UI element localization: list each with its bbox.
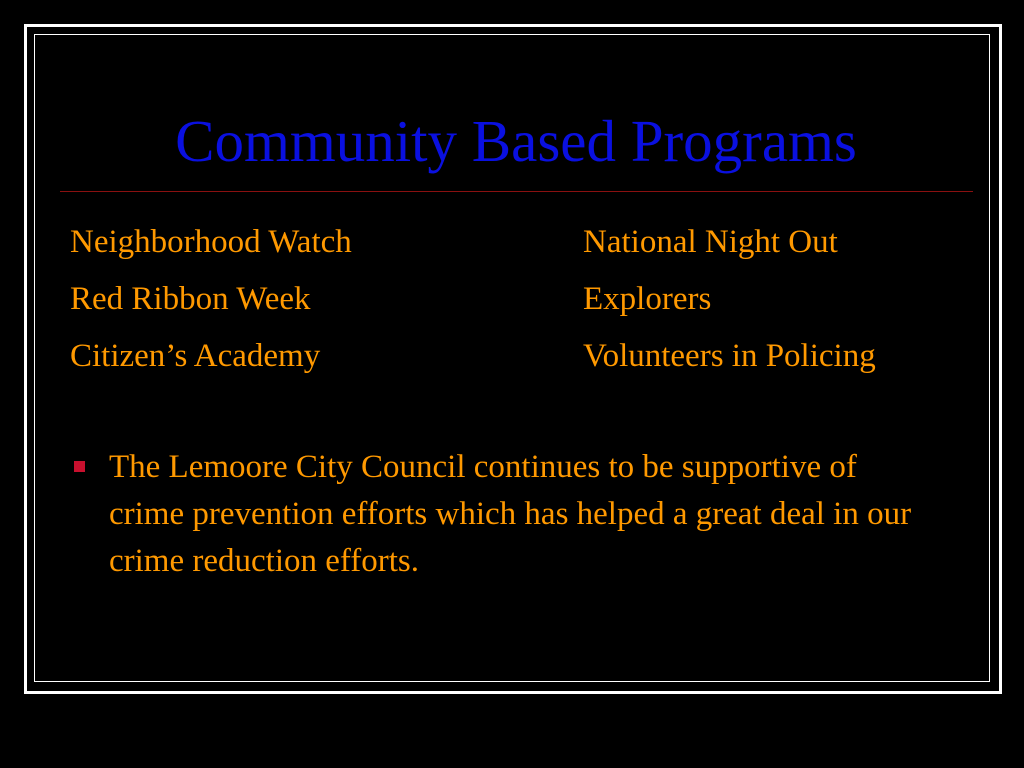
program-item: Neighborhood Watch — [70, 224, 352, 260]
programs-list-left — [70, 214, 352, 385]
bullet-text: The Lemoore City Council continues to be supportive of crime prevention efforts which has helped a great deal in our crime reduction efforts. — [109, 449, 912, 579]
program-item: Citizen’s Academy — [70, 338, 321, 374]
program-item: Explorers — [583, 281, 712, 317]
programs-list-right — [583, 214, 876, 385]
program-item: Volunteers in Policing — [583, 338, 876, 374]
title-divider — [60, 191, 973, 192]
slide-title: Community Based Programs — [175, 108, 857, 174]
program-item: National Night Out — [583, 224, 838, 260]
square-bullet-icon — [74, 461, 85, 472]
program-item: Red Ribbon Week — [70, 281, 311, 317]
